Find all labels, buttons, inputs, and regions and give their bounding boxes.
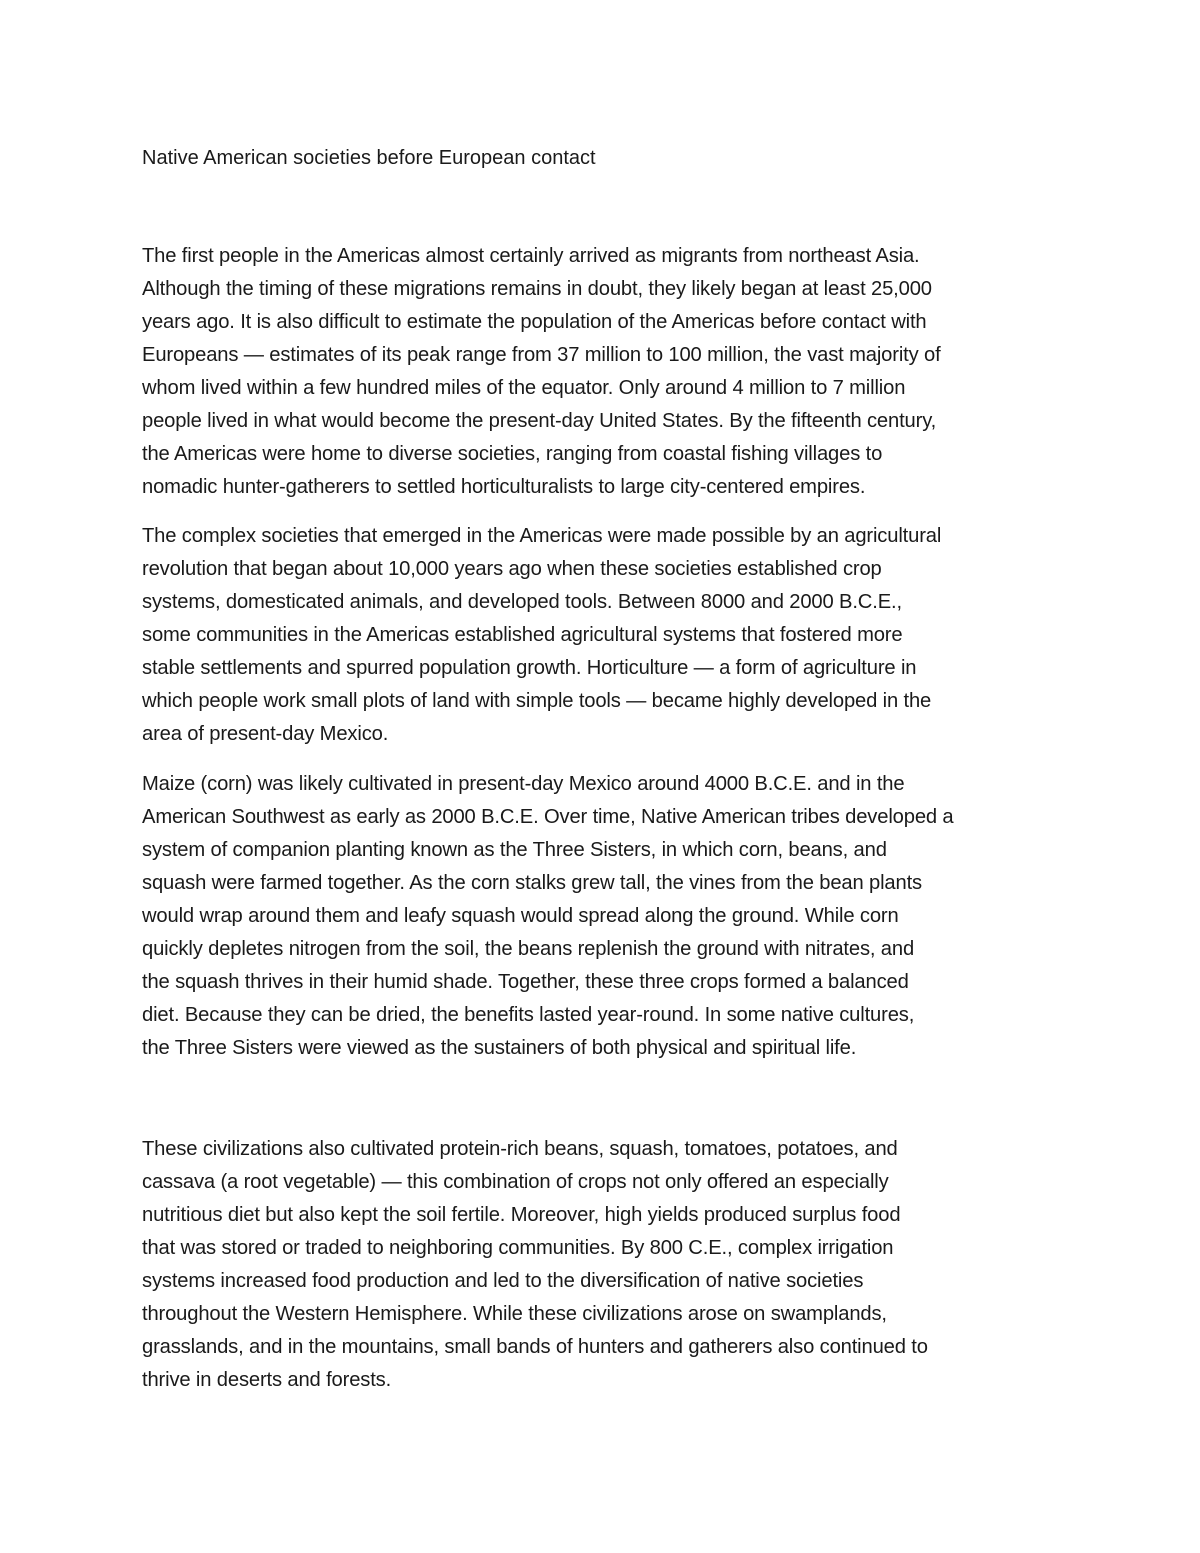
- text-line: some communities in the Americas established agricultural systems that fostered more: [142, 624, 903, 646]
- text-line: thrive in deserts and forests.: [142, 1369, 392, 1391]
- text-line: nutritious diet but also kept the soil fertile. Moreover, high yields produced surplus food: [142, 1204, 901, 1226]
- text-line: Although the timing of these migrations remains in doubt, they likely began at least 25,000: [142, 278, 932, 300]
- text-line: systems, domesticated animals, and developed tools. Between 8000 and 2000 B.C.E.,: [142, 591, 902, 613]
- text-line: system of companion planting known as the Three Sisters, in which corn, beans, and: [142, 839, 887, 861]
- text-line: would wrap around them and leafy squash would spread along the ground. While corn: [142, 905, 899, 927]
- text-line: squash were farmed together. As the corn stalks grew tall, the vines from the bean plants: [142, 872, 922, 894]
- text-line: systems increased food production and led to the diversification of native societies: [142, 1270, 864, 1292]
- paragraph-first-people: [142, 240, 1062, 504]
- text-line: the Americas were home to diverse societies, ranging from coastal fishing villages to: [142, 443, 883, 465]
- text-line: throughout the Western Hemisphere. While these civilizations arose on swamplands,: [142, 1303, 887, 1325]
- text-line: years ago. It is also difficult to estimate the population of the Americas before contact with: [142, 311, 927, 333]
- text-line: American Southwest as early as 2000 B.C.E. Over time, Native American tribes developed a: [142, 806, 954, 828]
- text-line: Europeans — estimates of its peak range from 37 million to 100 million, the vast majority of: [142, 344, 941, 366]
- text-line: stable settlements and spurred population growth. Horticulture — a form of agriculture in: [142, 657, 917, 679]
- text-line: which people work small plots of land with simple tools — became highly developed in the: [142, 690, 932, 712]
- text-line: area of present-day Mexico.: [142, 723, 389, 745]
- text-line: These civilizations also cultivated protein-rich beans, squash, tomatoes, potatoes, and: [142, 1138, 898, 1160]
- paragraph-crops-and-civilizations: [142, 1133, 1062, 1397]
- text-line: whom lived within a few hundred miles of the equator. Only around 4 million to 7 million: [142, 377, 906, 399]
- text-line: people lived in what would become the present-day United States. By the fifteenth century,: [142, 410, 937, 432]
- text-line: The complex societies that emerged in the Americas were made possible by an agricultural: [142, 525, 942, 547]
- text-line: diet. Because they can be dried, the benefits lasted year-round. In some native cultures,: [142, 1004, 915, 1026]
- paragraph-agricultural-revolution: [142, 520, 1062, 751]
- text-line: that was stored or traded to neighboring communities. By 800 C.E., complex irrigation: [142, 1237, 894, 1259]
- document-title: Native American societies before European contact: [142, 147, 596, 169]
- text-line: revolution that began about 10,000 years ago when these societies established crop: [142, 558, 882, 580]
- text-line: quickly depletes nitrogen from the soil, the beans replenish the ground with nitrates, and: [142, 938, 915, 960]
- paragraph-three-sisters: [142, 768, 1062, 1065]
- text-line: the Three Sisters were viewed as the sustainers of both physical and spiritual life.: [142, 1037, 857, 1059]
- text-line: nomadic hunter-gatherers to settled horticulturalists to large city-centered empires.: [142, 476, 866, 498]
- text-line: grasslands, and in the mountains, small bands of hunters and gatherers also continued to: [142, 1336, 928, 1358]
- text-line: the squash thrives in their humid shade. Together, these three crops formed a balanced: [142, 971, 909, 993]
- text-line: Maize (corn) was likely cultivated in present-day Mexico around 4000 B.C.E. and in the: [142, 773, 905, 795]
- text-line: The first people in the Americas almost certainly arrived as migrants from northeast Asia.: [142, 245, 920, 267]
- text-line: cassava (a root vegetable) — this combination of crops not only offered an especially: [142, 1171, 889, 1193]
